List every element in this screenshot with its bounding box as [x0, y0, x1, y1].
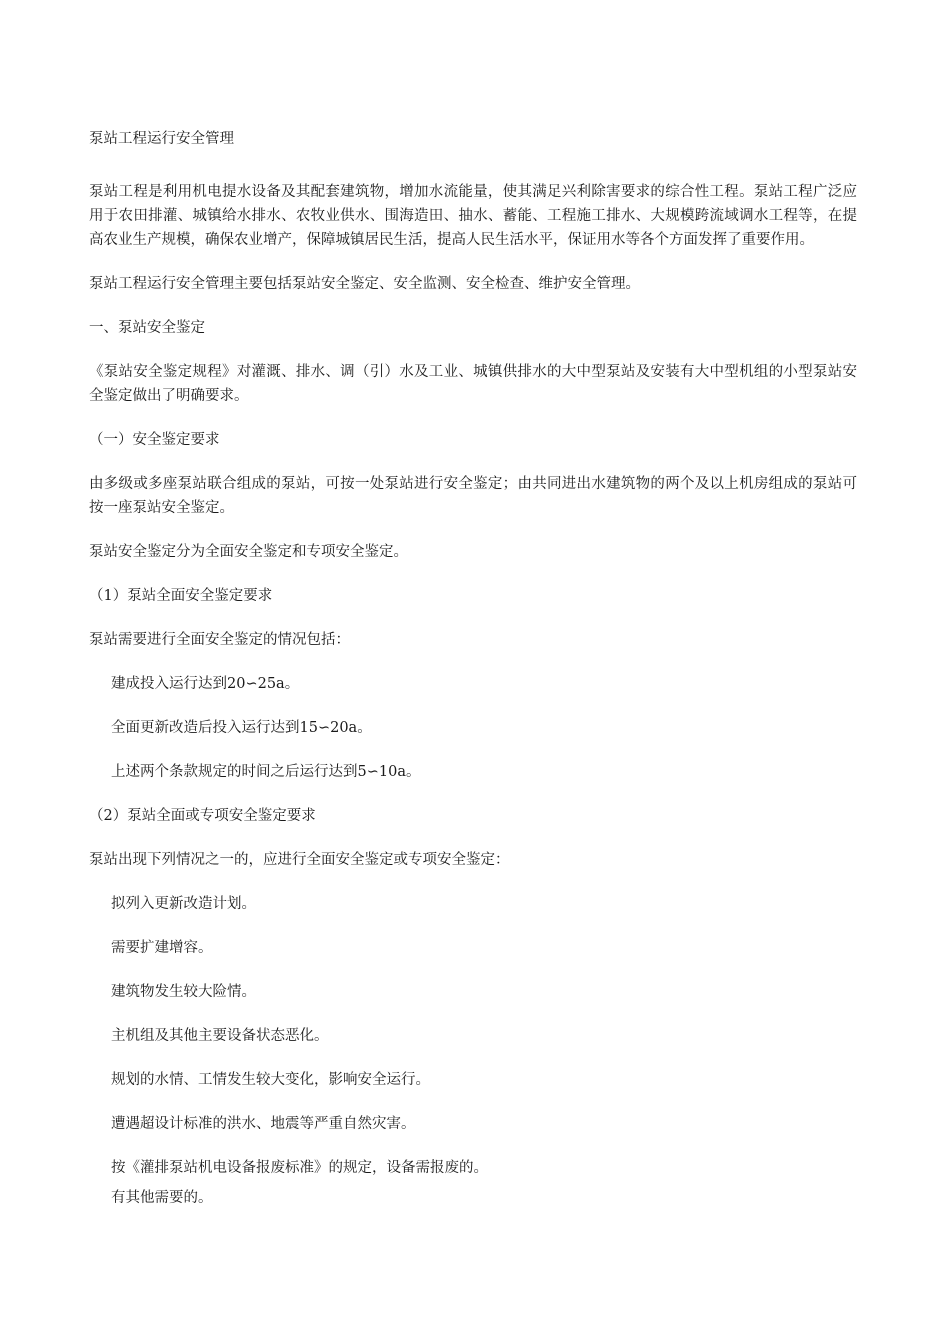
list-item: 拟列入更新改造计划。 [111, 896, 256, 912]
document-page [89, 127, 857, 1210]
list-item: 建成投入运行达到20∽25a。 [111, 676, 300, 692]
list-item: 按《灌排泵站机电设备报废标准》的规定，设备需报废的。 [111, 1160, 488, 1176]
item-heading-full-or-special-appraisal: （2）泵站全面或专项安全鉴定要求 [89, 808, 316, 824]
list-item: 有其他需要的。 [111, 1190, 213, 1206]
paragraph-appraisal-types: 泵站安全鉴定分为全面安全鉴定和专项安全鉴定。 [89, 544, 408, 560]
list-item: 主机组及其他主要设备状态恶化。 [111, 1028, 329, 1044]
list-item: 建筑物发生较大险情。 [111, 984, 256, 1000]
item-heading-full-appraisal: （1）泵站全面安全鉴定要求 [89, 588, 273, 604]
scope-paragraph: 泵站工程运行安全管理主要包括泵站安全鉴定、安全监测、安全检查、维护安全管理。 [89, 276, 640, 292]
list-item: 全面更新改造后投入运行达到15∽20a。 [111, 720, 372, 736]
list-item: 需要扩建增容。 [111, 940, 213, 956]
list-lead-full-appraisal: 泵站需要进行全面安全鉴定的情况包括： [89, 632, 350, 648]
list-item: 上述两个条款规定的时间之后运行达到5∽10a。 [111, 764, 421, 780]
list-item: 规划的水情、工情发生较大变化，影响安全运行。 [111, 1072, 430, 1088]
paragraph-joint-stations: 由多级或多座泵站联合组成的泵站，可按一处泵站进行安全鉴定；由共同进出水建筑物的两个及以上机房组成的泵站可按一座泵站安全鉴定。 [89, 476, 857, 516]
list-lead-full-or-special-appraisal: 泵站出现下列情况之一的，应进行全面安全鉴定或专项安全鉴定： [89, 852, 510, 868]
intro-paragraph: 泵站工程是利用机电提水设备及其配套建筑物，增加水流能量，使其满足兴利除害要求的综合性工程。泵站工程广泛应用于农田排灌、城镇给水排水、农牧业供水、围海造田、抽水、蓄能、工程施工排水、大规模跨流域调水工程等，在提高农业生产规模，确保农业增产，保障城镇居民生活，提高人民生活水平，保证用水等各个方面发挥了重要作用。 [89, 184, 857, 248]
list-item: 遭遇超设计标准的洪水、地震等严重自然灾害。 [111, 1116, 416, 1132]
document-title: 泵站工程运行安全管理 [89, 131, 234, 147]
section-heading: 一、泵站安全鉴定 [89, 320, 205, 336]
section-intro-paragraph: 《泵站安全鉴定规程》对灌溉、排水、调（引）水及工业、城镇供排水的大中型泵站及安装有大中型机组的小型泵站安全鉴定做出了明确要求。 [89, 364, 857, 404]
subsection-heading: （一）安全鉴定要求 [89, 432, 220, 448]
